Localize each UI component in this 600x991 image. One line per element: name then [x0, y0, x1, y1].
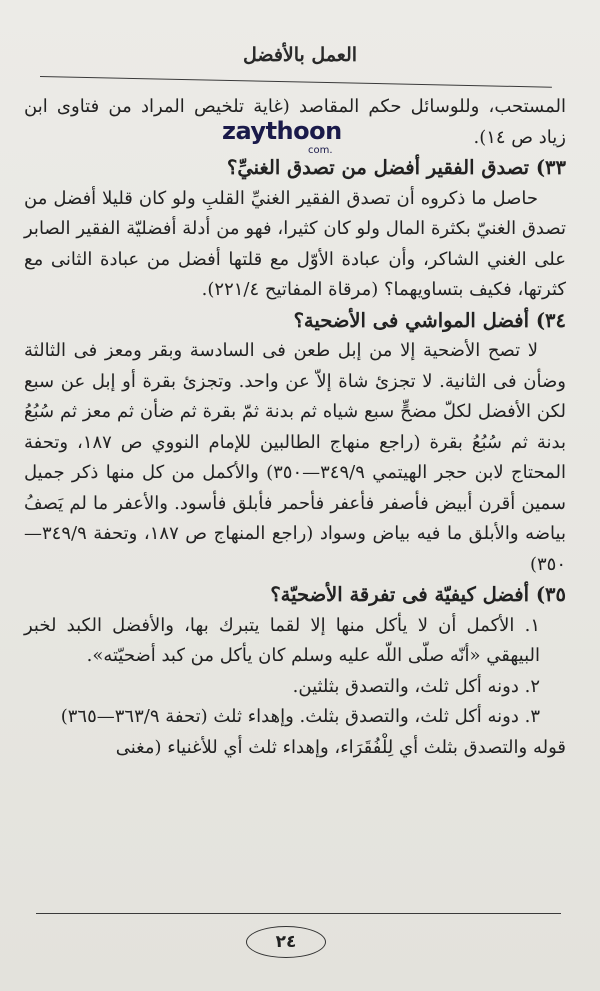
header-divider	[40, 76, 552, 88]
list-item-2: ٢. دونه أكل ثلث، والتصدق بثلثين.	[292, 675, 540, 697]
heading-question-34: ٣٤) أفضل المواشي فى الأضحية؟	[293, 308, 566, 332]
paragraph-answer-34: لا تصح الأضحية إلا من إبل طعن فى السادسة وبقر ومعز فى الثالثة وضأن فى الثانية. لا تجزئ شاة إلاّ عن واحد. وتجزئ بقرة أو إبل عن سبع لكن الأفضل لكلّ مضحٍّ سبع شياه ثم بدنة ثمّ بقرة ثم ضأن ثم معز ثم سُبُعُ بدنة ثم سُبُعُ بقرة (راجع منهاج الطالبين للإمام النووي ص ١٨٧، وتحفة المحتاج لابن حجر الهيتمي ٣٤٩/٩—٣٥٠) والأكمل من كل منها ذكر جميل سمين أقرن أبيض فأصفر فأعفر فأحمر فأبلق فأسود. والأعفر ما لم يَصفُ بياضه والأبلق ما فيه بياض وسواد (راجع المنهاج ص ١٨٧، وتحفة ٣٤٩/٩—٣٥٠)	[24, 340, 566, 575]
page-number: ٢٤	[246, 926, 326, 958]
list-item-3: ٣. دونه أكل ثلث، والتصدق بثلث. وإهداء ثلث (تحفة ٣٦٣/٩—٣٦٥)	[60, 706, 540, 727]
footer-divider	[36, 913, 561, 914]
paragraph-commentary: قوله والتصدق بثلث أي لِلْفُقَرَاء، وإهداء ثلث أي للأغنياء (مغنى	[115, 736, 566, 758]
page-body	[24, 92, 566, 763]
heading-question-33: ٣٣) تصدق الفقير أفضل من تصدق الغنيِّ؟	[226, 156, 566, 179]
paragraph-continuation: المستحب، وللوسائل حكم المقاصد (غاية تلخيص المراد من فتاوى ابن زياد ص ١٤).	[24, 96, 566, 148]
running-title: العمل بالأفضل	[242, 44, 358, 66]
list-item-1: ١. الأكمل أن لا يأكل منها إلا لقما يتبرك بها، والأفضل الكبد لخبر البيهقي «أنّه صلّى اللّه عليه وسلم كان يأكل من كبد أضحيّته».	[24, 614, 540, 666]
watermark-tld: .com	[308, 145, 333, 156]
paragraph-answer-33: حاصل ما ذكروه أن تصدق الفقير الغنيِّ القلبِ ولو كان قليلا أفضل من تصدق الغنيّ بكثرة المال ولو كان كثيرا، فهو من أدلة أفضليّة الفقير الصابر على الغني الشاكر، وأن عبادة الأوّل مع قلتها أفضل من عبادة الثانى مع كثرتها، فكيف بتساويهما؟ (مرقاة المفاتيح ٢٢١/٤).	[24, 187, 566, 300]
heading-question-35: ٣٥) أفضل كيفيّة فى تفرقة الأضحيّة؟	[270, 583, 566, 606]
watermark-brand: zaythoon	[222, 117, 342, 145]
